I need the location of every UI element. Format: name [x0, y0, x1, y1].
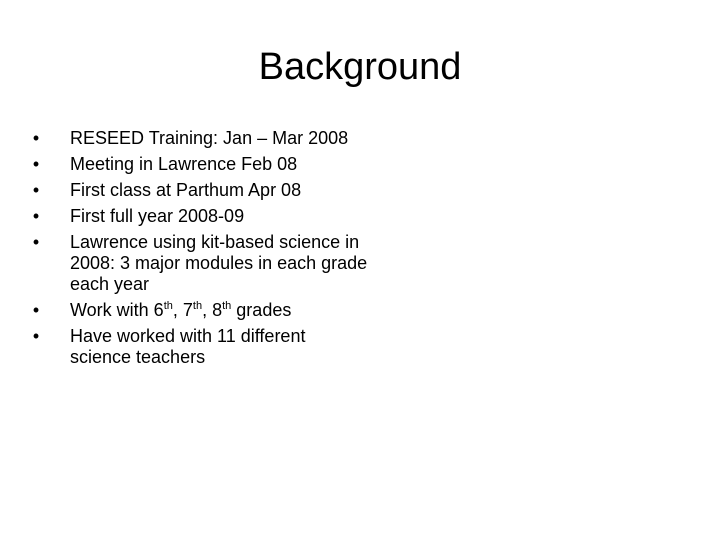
bullet-text: First class at Parthum Apr 08	[70, 180, 302, 200]
bullet-text: Meeting in Lawrence Feb 08	[70, 154, 298, 174]
grades-separator: , 8	[202, 300, 223, 320]
slide-title: Background	[258, 46, 462, 88]
grades-prefix: Work with 6	[70, 300, 164, 320]
bullet-text: Lawrence using kit-based science in 2008: 3 major modules in each grade each year	[70, 232, 368, 294]
grades-suffix: grades	[231, 300, 292, 320]
bullet-icon: •	[32, 180, 40, 200]
grades-separator: , 7	[172, 300, 193, 320]
list-item	[28, 326, 368, 368]
bullet-list	[28, 128, 368, 373]
ordinal-suffix: th	[222, 300, 232, 312]
bullet-text	[70, 300, 291, 320]
bullet-icon: •	[32, 206, 40, 226]
list-item	[28, 300, 368, 321]
list-item	[28, 154, 368, 175]
list-item	[28, 180, 368, 201]
ordinal-suffix: th	[192, 300, 203, 312]
bullet-text: RESEED Training: Jan – Mar 2008	[70, 128, 349, 148]
list-item	[28, 232, 368, 295]
bullet-text: Have worked with 11 different science teachers	[70, 326, 306, 367]
bullet-icon: •	[32, 326, 40, 346]
bullet-text: First full year 2008-09	[70, 206, 245, 226]
ordinal-suffix: th	[163, 300, 173, 312]
bullet-icon: •	[32, 232, 40, 252]
bullet-icon: •	[32, 154, 40, 174]
list-item	[28, 128, 368, 149]
bullet-icon: •	[32, 128, 40, 148]
list-item	[28, 206, 368, 227]
bullet-icon: •	[32, 300, 40, 320]
